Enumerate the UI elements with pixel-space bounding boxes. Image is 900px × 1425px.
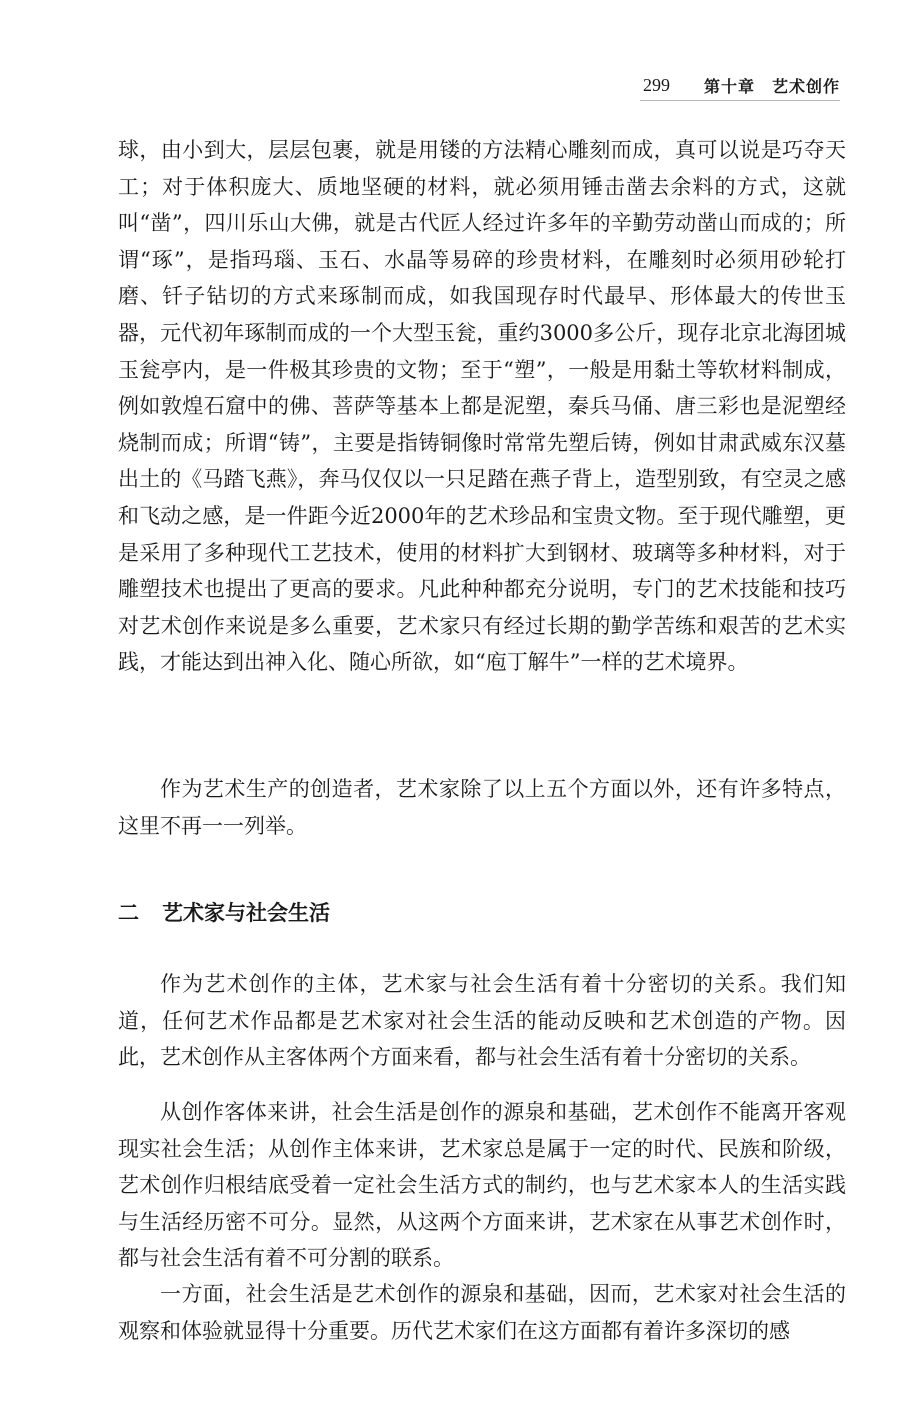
paragraph: 从创作客体来讲，社会生活是创作的源泉和基础，艺术创作不能离开客观现实社会生活；从创作主体来讲，艺术家总是属于一定的时代、民族和阶级，艺术创作归根结底受着一定社会生活方式的制约，也与艺术家本人的生活实践与生活经历密不可分。显然，从这两个方面来讲，艺术家在从事艺术创作时，都与社会生活有着不可分割的联系。 <box>118 1100 846 1271</box>
chapter-title: 第十章 艺术创作 <box>703 76 840 96</box>
paragraph: 作为艺术生产的创造者，艺术家除了以上五个方面以外，还有许多特点，这里不再一一列举。 <box>118 777 846 838</box>
header-rule <box>640 100 840 101</box>
page-number: 299 <box>642 74 670 95</box>
section-heading <box>118 898 330 928</box>
paragraph-continued: 球，由小到大，层层包裹，就是用镂的方法精心雕刻而成，真可以说是巧夺天工；对于体积庞大、质地坚硬的材料，就必须用锤击凿去余料的方式，这就叫“凿”，四川乐山大佛，就是古代匠人经过许多年的辛勤劳动凿山而成的；所谓“琢”，是指玛瑙、玉石、水晶等易碎的珍贵材料，在雕刻时必须用砂轮打磨、钎子钻切的方式来琢制而成，如我国现存时代最早、形体最大的传世玉器，元代初年琢制而成的一个大型玉瓮，重约3000多公斤，现存北京北海团城玉瓮亭内，是一件极其珍贵的文物；至于“塑”，一般是用黏土等软材料制成，例如敦煌石窟中的佛、菩萨等基本上都是泥塑，秦兵马俑、唐三彩也是泥塑经烧制而成；所谓“铸”，主要是指铸铜像时常常先塑后铸，例如甘肃武威东汉墓出土的《马踏飞燕》，奔马仅仅以一只足踏在燕子背上，造型别致，有空灵之感和飞动之感，是一件距今近2000年的艺术珍品和宝贵文物。至于现代雕塑，更是采用了多种现代工艺技术，使用的材料扩大到钢材、玻璃等多种材料，对于雕塑技术也提出了更高的要求。凡此种种都充分说明，专门的艺术技能和技巧对艺术创作来说是多么重要，艺术家只有经过长期的勤学苦练和艰苦的艺术实践，才能达到出神入化、随心所欲，如“庖丁解牛”一样的艺术境界。 <box>118 138 846 675</box>
section-number: 二 <box>118 901 139 925</box>
section-title: 艺术家与社会生活 <box>162 901 330 925</box>
paragraph: 一方面，社会生活是艺术创作的源泉和基础，因而，艺术家对社会生活的观察和体验就显得十分重要。历代艺术家们在这方面都有着许多深切的感 <box>118 1282 846 1343</box>
paragraph: 作为艺术创作的主体，艺术家与社会生活有着十分密切的关系。我们知道，任何艺术作品都是艺术家对社会生活的能动反映和艺术创造的产物。因此，艺术创作从主客体两个方面来看，都与社会生活有着十分密切的关系。 <box>118 972 846 1070</box>
running-header <box>643 72 840 98</box>
